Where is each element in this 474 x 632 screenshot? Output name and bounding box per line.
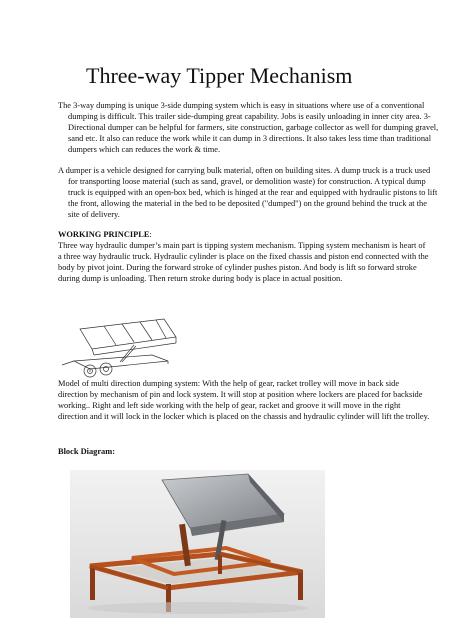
model-description-paragraph: Model of multi direction dumping system: With the help of gear, racket trolley will move in back side direction by mechanism of pin and lock system. It will stop at position where lockers are placed for backside working.. Right and left side working with the help of gear, racket and groove it will move in the right direction and it will lock in the locker which is placed on the chassis and hydraulic cylinder will lift the trolley.	[58, 379, 430, 422]
intro-paragraph: The 3-way dumping is unique 3-side dumping system which is easy in situations where use of a conventional dumping is difficult. This trailer side-dumping great capability. Jobs is easily unloading in inner city area. 3-Directional dumper can be helpful for farmers, site construction, garbage collector as well for dumping gravel, sand etc. It also can reduce the work while it can dump in 3 directions. It also takes less time than traditional dumpers which can reduces the work & time.	[58, 101, 439, 155]
block-diagram-render	[70, 470, 325, 618]
working-principle-heading: WORKING PRINCIPLE	[58, 230, 150, 239]
tipper-trailer-sketch	[60, 315, 180, 379]
working-principle-heading-line	[58, 229, 430, 240]
page-title: Three-way Tipper Mechanism	[86, 63, 353, 88]
working-principle-paragraph: Three way hydraulic dumper’s main part is tipping system mechanism. Tipping system mechanism is heart of a three way hydraulic truck. Hydraulic cylinder is place on the fixed chassis and piston end connected with the body by pivot joint. During the forward stroke of cylinder pushes piston. And body is lift so forward stroke during dump is unloading. Then return stroke during body is place in actual position.	[58, 241, 429, 284]
block-diagram-heading: Block Diagram:	[58, 447, 115, 456]
dumper-definition-paragraph: A dumper is a vehicle designed for carrying bulk material, often on building sites. A dump truck is a truck used for transporting loose material (such as sand, gravel, or demolition waste) for construction. A typical dump truck is equipped with an open-box bed, which is hinged at the rear and equipped with hydraulic pistons to lift the front, allowing the material in the bed to be deposited ("dumped") on the ground behind the truck at the site of delivery.	[58, 166, 438, 220]
working-principle-colon: :	[149, 230, 152, 239]
